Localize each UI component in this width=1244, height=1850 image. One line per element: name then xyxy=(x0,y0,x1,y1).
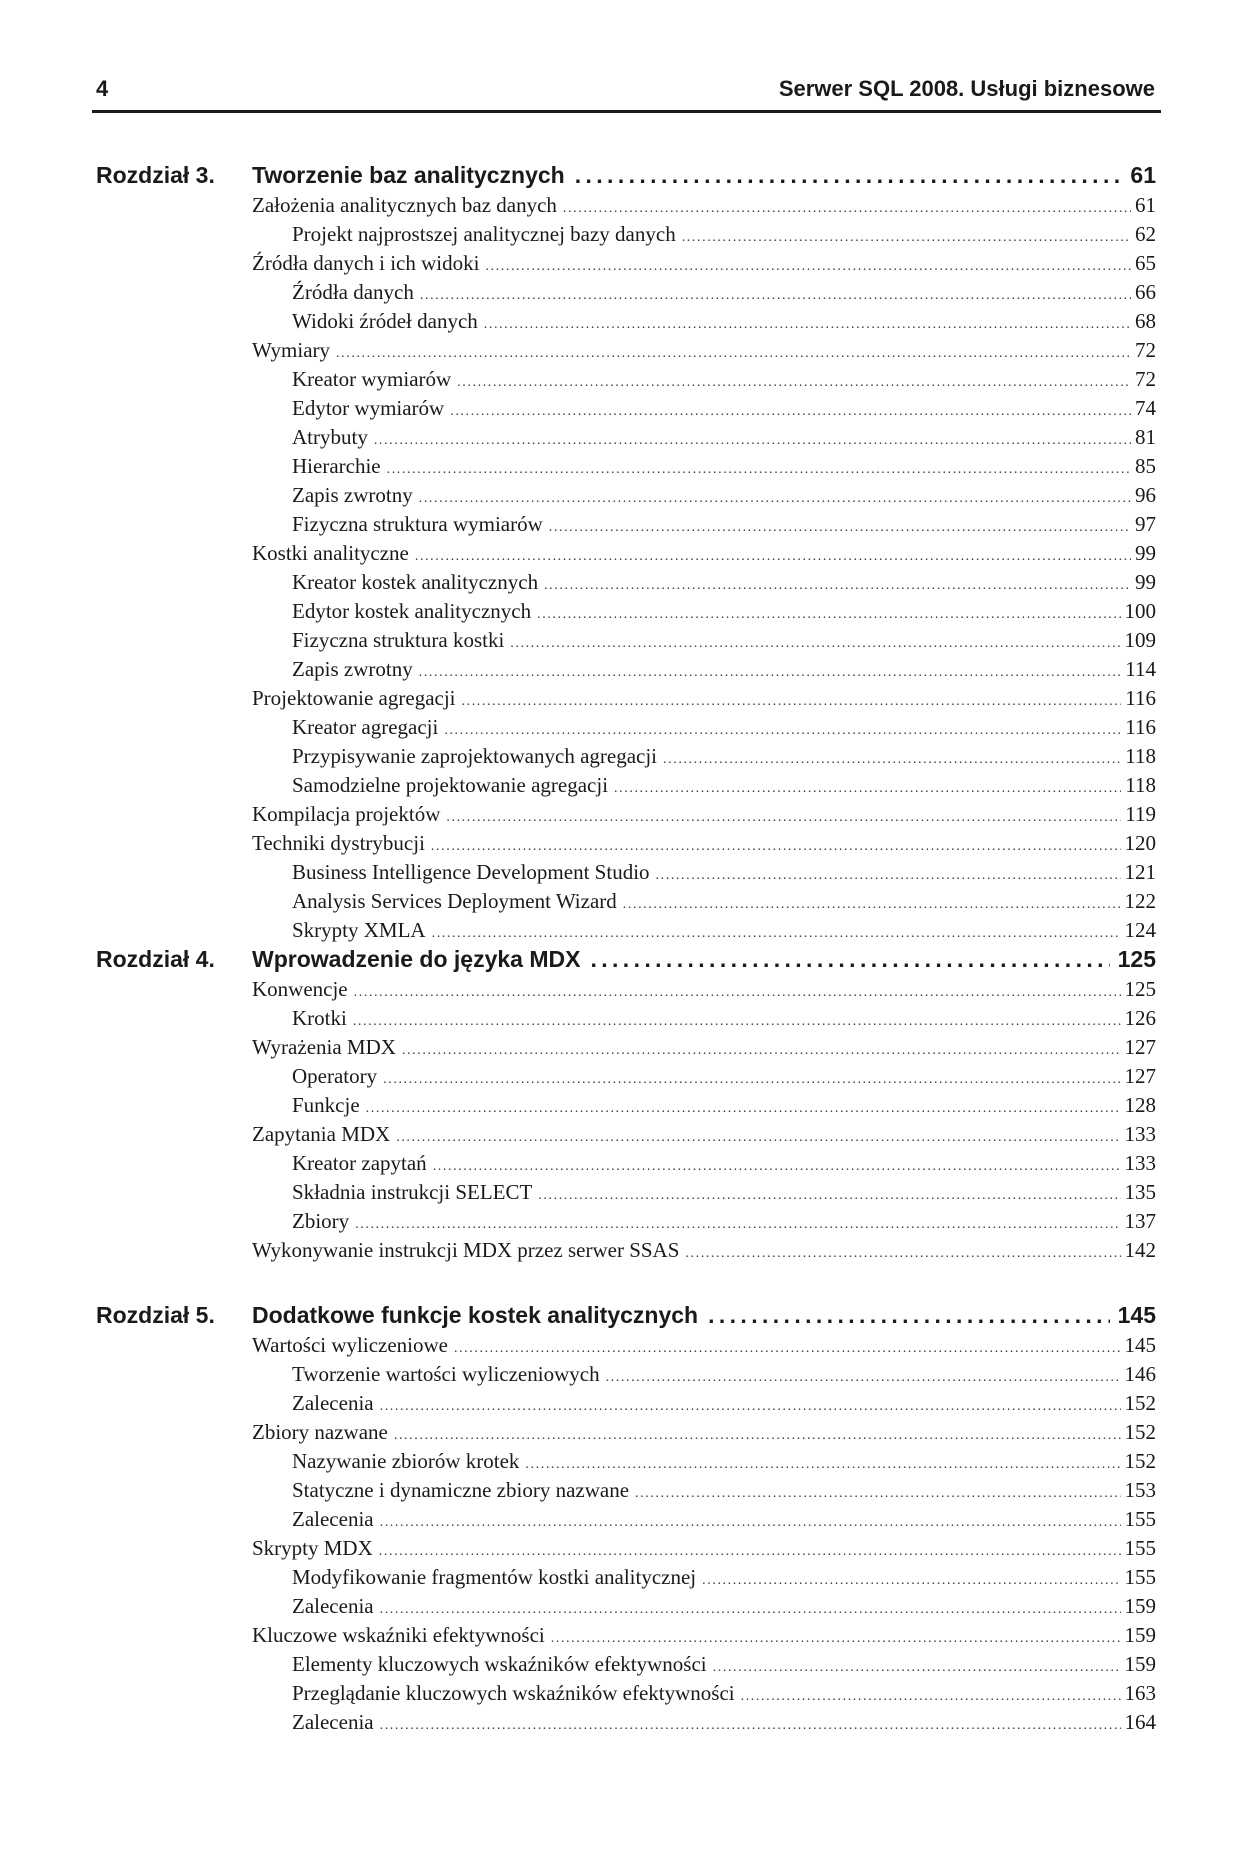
entry-page-number: 100 xyxy=(1124,599,1156,623)
entry-title: Źródła danych i ich widoki xyxy=(252,251,480,275)
entry-page-number: 99 xyxy=(1135,541,1156,565)
running-book-title: Serwer SQL 2008. Usługi biznesowe xyxy=(778,76,1155,101)
toc-section-entry xyxy=(252,249,1156,278)
entry-page-number: 155 xyxy=(1124,1565,1156,1589)
dot-leader xyxy=(454,1331,1121,1363)
dot-leader xyxy=(614,771,1121,803)
dot-leader xyxy=(433,1149,1121,1181)
toc-section-entry xyxy=(252,539,1156,568)
entry-page-number: 145 xyxy=(1124,1333,1156,1357)
toc-subsection-entry xyxy=(292,626,1156,655)
entry-page-number: 153 xyxy=(1124,1478,1156,1502)
toc-subsection-entry xyxy=(292,1207,1156,1236)
entry-title: Hierarchie xyxy=(292,454,381,478)
chapter-label: Rozdział 4. xyxy=(96,946,215,972)
entry-title: Fizyczna struktura wymiarów xyxy=(292,512,543,536)
dot-leader xyxy=(336,336,1131,368)
entry-title: Wyrażenia MDX xyxy=(252,1035,396,1059)
toc-subsection-entry xyxy=(292,307,1156,336)
dot-leader xyxy=(380,1505,1121,1537)
chapter-label: Rozdział 3. xyxy=(96,162,215,188)
entry-page-number: 72 xyxy=(1135,367,1156,391)
entry-page-number: 152 xyxy=(1124,1391,1156,1415)
toc-subsection-entry xyxy=(292,1650,1156,1679)
toc-subsection-entry xyxy=(292,1679,1156,1708)
entry-title: Statyczne i dynamiczne zbiory nazwane xyxy=(292,1478,630,1502)
entry-page-number: 62 xyxy=(1135,222,1156,246)
dot-leader xyxy=(444,713,1121,745)
dot-leader xyxy=(380,1708,1121,1740)
entry-title: Zapis zwrotny xyxy=(292,657,413,681)
toc-subsection-entry xyxy=(292,916,1156,945)
toc-section-entry xyxy=(252,1331,1156,1360)
dot-leader xyxy=(394,1418,1121,1450)
dot-leader xyxy=(419,655,1122,687)
entry-title: Widoki źródeł danych xyxy=(292,309,478,333)
dot-leader xyxy=(415,539,1131,571)
entry-title: Przypisywanie zaprojektowanych agregacji xyxy=(292,744,658,768)
entry-page-number: 61 xyxy=(1135,193,1156,217)
dot-leader xyxy=(355,1207,1120,1239)
entry-title: Skrypty XMLA xyxy=(292,918,426,942)
dot-leader xyxy=(590,944,1109,974)
entry-title: Projekt najprostszej analitycznej bazy danych xyxy=(292,222,676,246)
dot-leader xyxy=(446,800,1121,832)
toc-section-entry xyxy=(252,1033,1156,1062)
entry-title: Kreator zapytań xyxy=(292,1151,427,1175)
chapter-heading xyxy=(0,944,1244,974)
entry-title: Zbiory xyxy=(292,1209,350,1233)
entry-page-number: 122 xyxy=(1124,889,1156,913)
dot-leader xyxy=(383,1062,1120,1094)
toc-subsection-entry xyxy=(292,394,1156,423)
toc-subsection-entry xyxy=(292,1505,1156,1534)
entry-title: Zapytania MDX xyxy=(252,1122,391,1146)
entry-title: Projektowanie agregacji xyxy=(252,686,456,710)
dot-leader xyxy=(549,510,1131,542)
entry-page-number: 114 xyxy=(1125,657,1156,681)
entry-title: Kreator agregacji xyxy=(292,715,439,739)
dot-leader xyxy=(551,1621,1121,1653)
entry-page-number: 81 xyxy=(1135,425,1156,449)
dot-leader xyxy=(396,1120,1120,1152)
entry-title: Atrybuty xyxy=(292,425,368,449)
entry-page-number: 97 xyxy=(1135,512,1156,536)
toc-section-entry xyxy=(252,800,1156,829)
toc-subsection-entry xyxy=(292,597,1156,626)
entry-title: Operatory xyxy=(292,1064,378,1088)
entry-page-number: 133 xyxy=(1124,1122,1156,1146)
entry-title: Nazywanie zbiorów krotek xyxy=(292,1449,520,1473)
entry-page-number: 119 xyxy=(1125,802,1156,826)
dot-leader xyxy=(450,394,1131,426)
entry-page-number: 133 xyxy=(1124,1151,1156,1175)
chapter-title-line xyxy=(252,944,1156,974)
toc-subsection-entry xyxy=(292,1178,1156,1207)
entry-title: Modyfikowanie fragmentów kostki analitycznej xyxy=(292,1565,697,1589)
entry-page-number: 109 xyxy=(1124,628,1156,652)
entry-page-number: 68 xyxy=(1135,309,1156,333)
entry-page-number: 127 xyxy=(1124,1064,1156,1088)
dot-leader xyxy=(741,1679,1121,1711)
toc-subsection-entry xyxy=(292,510,1156,539)
chapter-title: Tworzenie baz analitycznych xyxy=(252,162,565,188)
dot-leader xyxy=(420,278,1131,310)
toc-subsection-entry xyxy=(292,1091,1156,1120)
toc-subsection-entry xyxy=(292,481,1156,510)
entry-title: Fizyczna struktura kostki xyxy=(292,628,505,652)
toc-subsection-entry xyxy=(292,423,1156,452)
toc-subsection-entry xyxy=(292,1476,1156,1505)
dot-leader xyxy=(484,307,1131,339)
page-number: 4 xyxy=(96,76,109,101)
dot-leader xyxy=(537,597,1120,629)
entry-title: Zalecenia xyxy=(292,1507,374,1531)
toc-subsection-entry xyxy=(292,1563,1156,1592)
dot-leader xyxy=(713,1650,1121,1682)
toc-subsection-entry xyxy=(292,1447,1156,1476)
dot-leader xyxy=(354,975,1121,1007)
dot-leader xyxy=(380,1389,1121,1421)
chapter-title-line xyxy=(252,1300,1156,1330)
entry-page-number: 124 xyxy=(1124,918,1156,942)
toc-section-entry xyxy=(252,1418,1156,1447)
entry-page-number: 159 xyxy=(1124,1652,1156,1676)
toc-subsection-entry xyxy=(292,568,1156,597)
chapter-title: Wprowadzenie do języka MDX xyxy=(252,946,581,972)
dot-leader xyxy=(663,742,1121,774)
toc-subsection-entry xyxy=(292,452,1156,481)
entry-title: Przeglądanie kluczowych wskaźników efektywności xyxy=(292,1681,735,1705)
entry-page-number: 74 xyxy=(1135,396,1156,420)
dot-leader xyxy=(457,365,1131,397)
entry-title: Edytor kostek analitycznych xyxy=(292,599,532,623)
toc-subsection-entry xyxy=(292,1708,1156,1737)
toc-subsection-entry xyxy=(292,742,1156,771)
entry-page-number: 121 xyxy=(1124,860,1156,884)
entry-title: Wartości wyliczeniowe xyxy=(252,1333,448,1357)
entry-page-number: 118 xyxy=(1125,773,1156,797)
dot-leader xyxy=(656,858,1121,890)
toc-subsection-entry xyxy=(292,1592,1156,1621)
toc-subsection-entry xyxy=(292,655,1156,684)
toc-subsection-entry xyxy=(292,771,1156,800)
dot-leader xyxy=(379,1534,1121,1566)
entry-page-number: 142 xyxy=(1124,1238,1156,1262)
toc-subsection-entry xyxy=(292,1360,1156,1389)
entry-title: Zapis zwrotny xyxy=(292,483,413,507)
toc-subsection-entry xyxy=(292,1062,1156,1091)
entry-title: Krotki xyxy=(292,1006,347,1030)
entry-title: Techniki dystrybucji xyxy=(252,831,425,855)
dot-leader xyxy=(635,1476,1120,1508)
entry-page-number: 116 xyxy=(1125,686,1156,710)
dot-leader xyxy=(419,481,1131,513)
entry-title: Kostki analityczne xyxy=(252,541,409,565)
entry-page-number: 152 xyxy=(1124,1420,1156,1444)
toc-section-entry xyxy=(252,191,1156,220)
dot-leader xyxy=(606,1360,1121,1392)
entry-page-number: 72 xyxy=(1135,338,1156,362)
entry-title: Business Intelligence Development Studio xyxy=(292,860,650,884)
toc-section-entry xyxy=(252,1120,1156,1149)
entry-page-number: 66 xyxy=(1135,280,1156,304)
entry-page-number: 146 xyxy=(1124,1362,1156,1386)
entry-page-number: 96 xyxy=(1135,483,1156,507)
entry-title: Zalecenia xyxy=(292,1391,374,1415)
dot-leader xyxy=(682,220,1131,252)
entry-page-number: 126 xyxy=(1124,1006,1156,1030)
chapter-heading xyxy=(0,1300,1244,1330)
toc-subsection-entry xyxy=(292,858,1156,887)
entry-page-number: 164 xyxy=(1124,1710,1156,1734)
entry-title: Skrypty MDX xyxy=(252,1536,373,1560)
toc-section-entry xyxy=(252,1236,1156,1265)
toc-subsection-entry xyxy=(292,365,1156,394)
toc-subsection-entry xyxy=(292,278,1156,307)
toc-section-entry xyxy=(252,1534,1156,1563)
entry-page-number: 137 xyxy=(1124,1209,1156,1233)
entry-page-number: 85 xyxy=(1135,454,1156,478)
entry-page-number: 159 xyxy=(1124,1623,1156,1647)
entry-page-number: 118 xyxy=(1125,744,1156,768)
dot-leader xyxy=(431,829,1121,861)
entry-title: Założenia analitycznych baz danych xyxy=(252,193,557,217)
entry-page-number: 159 xyxy=(1124,1594,1156,1618)
entry-title: Składnia instrukcji SELECT xyxy=(292,1180,533,1204)
entry-title: Zbiory nazwane xyxy=(252,1420,388,1444)
entry-title: Kreator wymiarów xyxy=(292,367,452,391)
page-header xyxy=(92,74,1161,113)
entry-page-number: 120 xyxy=(1124,831,1156,855)
entry-title: Samodzielne projektowanie agregacji xyxy=(292,773,609,797)
dot-leader xyxy=(462,684,1122,716)
dot-leader xyxy=(685,1236,1120,1268)
entry-page-number: 152 xyxy=(1124,1449,1156,1473)
chapter-title: Dodatkowe funkcje kostek analitycznych xyxy=(252,1302,699,1328)
dot-leader xyxy=(485,249,1131,281)
entry-title: Zalecenia xyxy=(292,1594,374,1618)
dot-leader xyxy=(402,1033,1121,1065)
entry-title: Edytor wymiarów xyxy=(292,396,445,420)
entry-title: Źródła danych xyxy=(292,280,414,304)
dot-leader xyxy=(575,160,1123,190)
entry-page-number: 163 xyxy=(1124,1681,1156,1705)
entry-page-number: 155 xyxy=(1124,1507,1156,1531)
chapter-page-number: 145 xyxy=(1117,1302,1156,1328)
entry-title: Kluczowe wskaźniki efektywności xyxy=(252,1623,545,1647)
toc-subsection-entry xyxy=(292,887,1156,916)
chapter-label: Rozdział 5. xyxy=(96,1302,215,1328)
entry-title: Analysis Services Deployment Wizard xyxy=(292,889,617,913)
toc-section-entry xyxy=(252,975,1156,1004)
dot-leader xyxy=(563,191,1131,223)
chapter-page-number: 125 xyxy=(1117,946,1156,972)
dot-leader xyxy=(387,452,1131,484)
chapter-heading xyxy=(0,160,1244,190)
entry-page-number: 116 xyxy=(1125,715,1156,739)
toc-subsection-entry xyxy=(292,713,1156,742)
dot-leader xyxy=(525,1447,1120,1479)
entry-title: Tworzenie wartości wyliczeniowych xyxy=(292,1362,600,1386)
entry-title: Funkcje xyxy=(292,1093,360,1117)
dot-leader xyxy=(544,568,1131,600)
toc-subsection-entry xyxy=(292,1149,1156,1178)
dot-leader xyxy=(708,1300,1110,1330)
entry-title: Elementy kluczowych wskaźników efektywności xyxy=(292,1652,707,1676)
dot-leader xyxy=(366,1091,1121,1123)
entry-page-number: 99 xyxy=(1135,570,1156,594)
dot-leader xyxy=(538,1178,1120,1210)
dot-leader xyxy=(374,423,1131,455)
entry-title: Kompilacja projektów xyxy=(252,802,441,826)
toc-subsection-entry xyxy=(292,1004,1156,1033)
dot-leader xyxy=(510,626,1120,658)
dot-leader xyxy=(380,1592,1121,1624)
entry-title: Konwencje xyxy=(252,977,348,1001)
toc-section-entry xyxy=(252,684,1156,713)
entry-page-number: 155 xyxy=(1124,1536,1156,1560)
toc-section-entry xyxy=(252,829,1156,858)
entry-title: Kreator kostek analitycznych xyxy=(292,570,539,594)
toc-subsection-entry xyxy=(292,220,1156,249)
entry-page-number: 65 xyxy=(1135,251,1156,275)
entry-title: Wykonywanie instrukcji MDX przez serwer SSAS xyxy=(252,1238,680,1262)
entry-page-number: 135 xyxy=(1124,1180,1156,1204)
toc-subsection-entry xyxy=(292,1389,1156,1418)
chapter-page-number: 61 xyxy=(1130,162,1156,188)
dot-leader xyxy=(623,887,1121,919)
entry-page-number: 125 xyxy=(1124,977,1156,1001)
toc-section-entry xyxy=(252,1621,1156,1650)
entry-page-number: 128 xyxy=(1124,1093,1156,1117)
toc-section-entry xyxy=(252,336,1156,365)
dot-leader xyxy=(353,1004,1121,1036)
entry-page-number: 127 xyxy=(1124,1035,1156,1059)
chapter-title-line xyxy=(252,160,1156,190)
entry-title: Zalecenia xyxy=(292,1710,374,1734)
dot-leader xyxy=(702,1563,1120,1595)
entry-title: Wymiary xyxy=(252,338,331,362)
